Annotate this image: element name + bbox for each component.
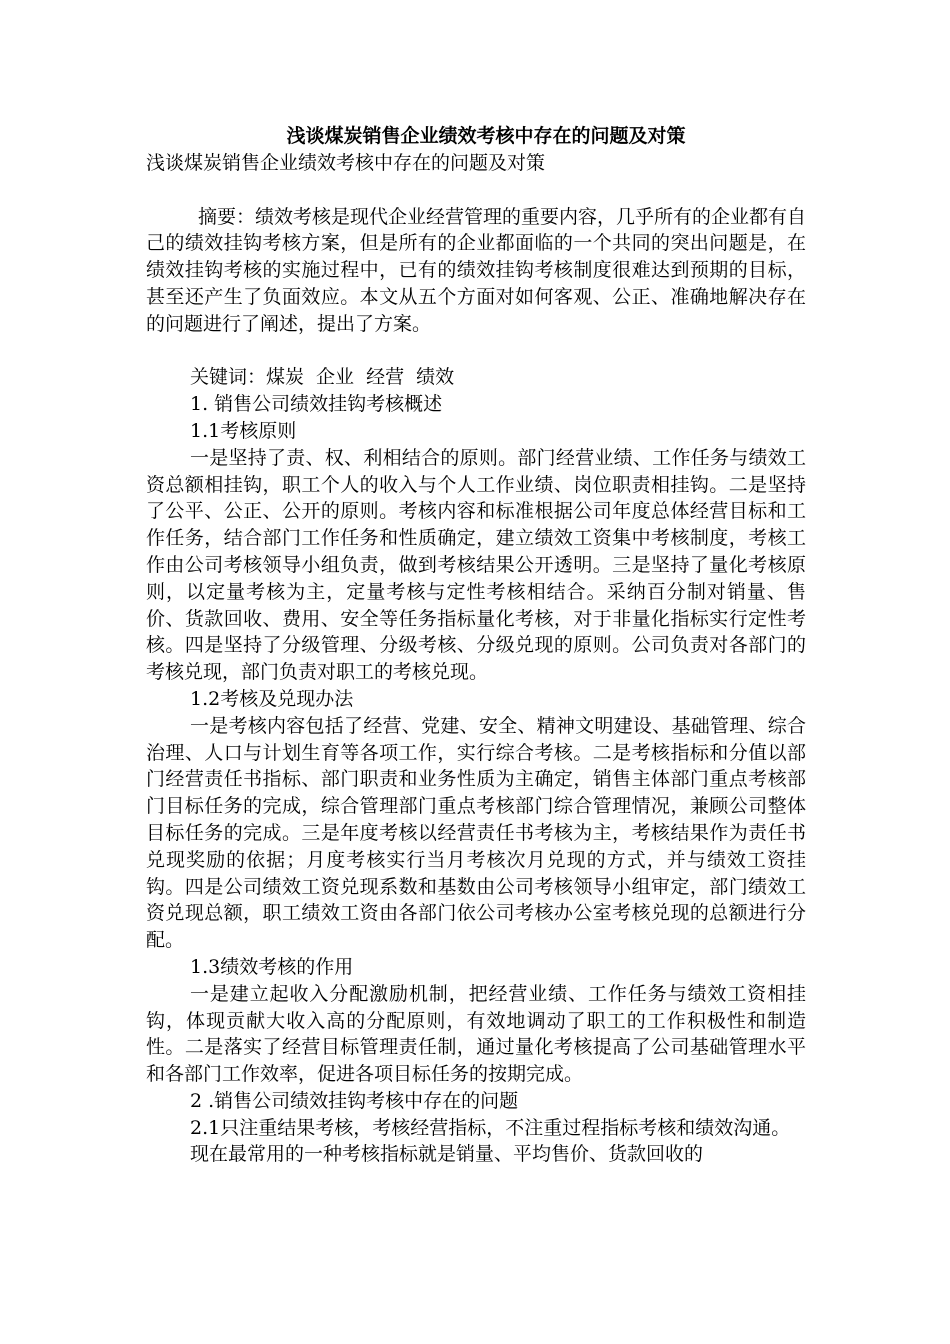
section-1-1-body: 一是坚持了责、权、利相结合的原则。部门经营业绩、工作任务与绩效工资总额相挂钩，职工个人的收入与个人工作业绩、岗位职责相挂钩。二是坚持了公平、公正、公开的原则。考核内容和标准根据公司年度总体经营目标和工作任务，结合部门工作任务和性质确定，建立绩效工资集中考核制度，考核工作由公司考核领导小组负责，做到考核结果公开透明。三是坚持了量化考核原则，以定量考核为主，定量考核与定性考核相结合。采纳百分制对销量、售价、货款回收、费用、安全等任务指标量化考核，对于非量化指标实行定性考核。四是坚持了分级管理、分级考核、分级兑现的原则。公司负责对各部门的考核兑现，部门负责对职工的考核兑现。 — [146, 446, 806, 684]
section-1-2-heading: 1.2考核及兑现办法 — [190, 687, 354, 710]
section-1-3-body: 一是建立起收入分配激励机制，把经营业绩、工作任务与绩效工资相挂钩，体现贡献大收入高的分配原则，有效地调动了职工的工作积极性和制造性。二是落实了经营目标管理责任制，通过量化考核提高了公司基础管理水平和各部门工作效率，促进各项目标任务的按期完成。 — [146, 982, 806, 1086]
document-subtitle: 浅谈煤炭销售企业绩效考核中存在的问题及对策 — [146, 152, 546, 174]
section-1-3-heading: 1.3绩效考核的作用 — [190, 955, 354, 978]
section-2-1-body: 现在最常用的一种考核指标就是销量、平均售价、货款回收的 — [190, 1143, 704, 1166]
section-2-heading: 2 .销售公司绩效挂钩考核中存在的问题 — [190, 1089, 519, 1112]
document-title: 浅谈煤炭销售企业绩效考核中存在的问题及对策 — [286, 125, 686, 147]
section-1-1-heading: 1.1考核原则 — [190, 419, 297, 442]
section-1-2-body: 一是考核内容包括了经营、党建、安全、精神文明建设、基础管理、综合治理、人口与计划生育等各项工作，实行综合考核。二是考核指标和分值以部门经营责任书指标、部门职责和业务性质为主确定，销售主体部门重点考核部门目标任务的完成，综合管理部门重点考核部门综合管理情况，兼顾公司整体目标任务的完成。三是年度考核以经营责任书考核为主，考核结果作为责任书兑现奖励的依据；月度考核实行当月考核次月兑现的方式，并与绩效工资挂钩。四是公司绩效工资兑现系数和基数由公司考核领导小组审定，部门绩效工资兑现总额，职工绩效工资由各部门依公司考核办公室考核兑现的总额进行分配。 — [146, 714, 806, 952]
section-1-heading: 1. 销售公司绩效挂钩考核概述 — [190, 393, 443, 416]
document-page — [146, 122, 806, 1168]
keywords-line: 关键词：煤炭 企业 经营 绩效 — [190, 366, 455, 389]
section-2-1-heading: 2.1只注重结果考核，考核经营指标，不注重过程指标考核和绩效沟通。 — [190, 1116, 791, 1139]
abstract-paragraph: 摘要：绩效考核是现代企业经营管理的重要内容，几乎所有的企业都有自己的绩效挂钩考核方案，但是所有的企业都面临的一个共同的突出问题是，在绩效挂钩考核的实施过程中，已有的绩效挂钩考核制度很难达到预期的目标，甚至还产生了负面效应。本文从五个方面对如何客观、公正、准确地解决存在的问题进行了阐述，提出了方案。 — [146, 205, 807, 335]
